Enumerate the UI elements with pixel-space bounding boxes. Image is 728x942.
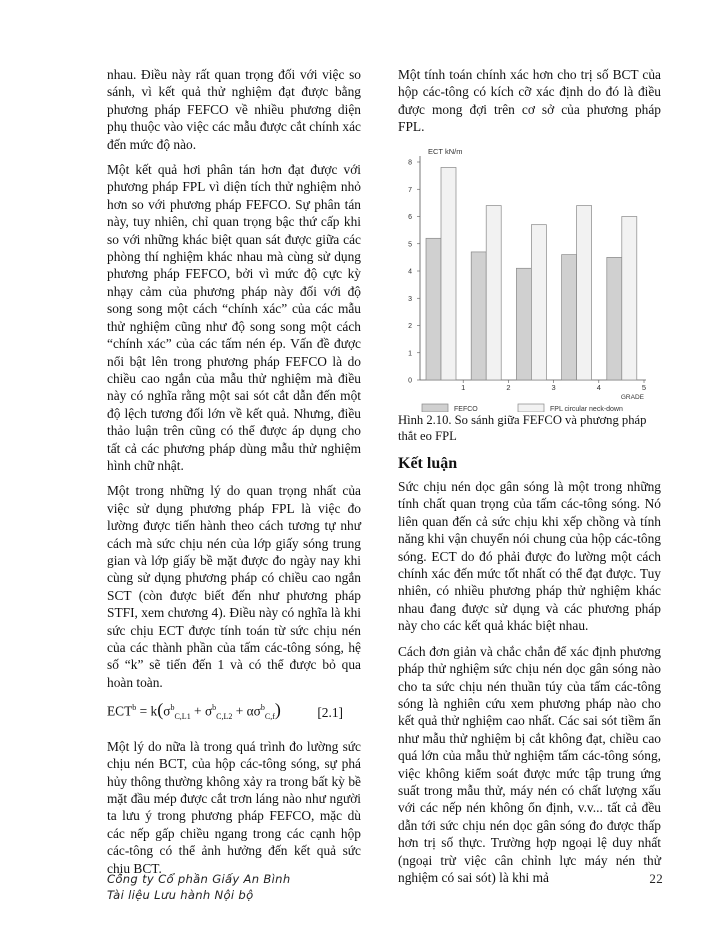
legend-swatch-fefco: [422, 404, 448, 412]
x-tick-label: 1: [461, 382, 466, 392]
y-tick-label: 4: [408, 268, 412, 276]
bar-fefco: [607, 257, 622, 380]
paragraph: Một kết quả hơi phân tán hơn đạt được với phương pháp FPL vì diện tích thử nghiệm nhỏ hơn so với phương pháp FEFCO. Sự phân tán này, tuy nhiên, chỉ quan trọng bậc thứ cấp khi so với những khác biệt quan sát được giữa các phòng thí nghiệm khác nhau mà cùng sử dụng phương pháp FEFCO, bởi vì mức độ cực kỳ nhạy cảm của phương pháp này đối với độ song song một cách “chính xác” của các mẫu thử nghiệm cũng như độ song song một cách “chính xác” của các tấm nén ép. Vấn đề được nổi bật lên trong phương pháp FEFCO là do chiều cao ngắn của mẫu thử nghiệm mà điều này có nghĩa rằng một sai sót cắt dẫn đến một độ lệch tương đối lớn về kết quả. Nhưng, điều thảo luận trên cũng có thể được áp dụng cho tất cả các phương pháp dùng mẫu thử nghiệm hình chữ nhật.: [107, 162, 361, 473]
formula-number: [2.1]: [317, 704, 343, 720]
x-tick-label: 4: [596, 382, 601, 392]
paragraph: nhau. Điều này rất quan trọng đối với việc so sánh, vì kết quả thử nghiệm đạt được bằng phương pháp FEFCO về nhiều phương diện phụ thuộc vào việc các mẫu được cắt chính xác đến mức độ nào.: [107, 67, 361, 152]
legend-label-fpl: FPL circular neck-down: [550, 405, 623, 412]
paragraph: Một trong những lý do quan trọng nhất của việc sử dụng phương pháp FPL là việc đo lường được tiến hành theo cách tương tự như cách mà sức chịu nén của lớp giấy sóng trung gian và lớp giấy bề mặt được đo ngày nay khi cùng sử dụng phương pháp có chiều cao ngắn SCT (còn được biết đến như phương pháp STFI, xem chương 4). Điều này có nghĩa là khi sức chịu ECT được tính toán từ sức chịu nén của các thành phần của tấm các-tông sóng, hệ số “k” sẽ tiến đến 1 và có thể được bỏ qua hoàn toàn.: [107, 483, 361, 690]
y-tick-label: 3: [408, 295, 412, 303]
y-tick-label: 0: [408, 377, 412, 385]
bar-fpl: [577, 205, 592, 379]
bar-fpl: [622, 216, 637, 380]
y-tick-label: 8: [408, 159, 412, 167]
x-axis-label: GRADE: [620, 393, 644, 401]
bar-fefco: [516, 268, 531, 380]
right-column: [398, 66, 661, 894]
paragraph: Một tính toán chính xác hơn cho trị số BCT của hộp các-tông có kích cỡ xác định do đó là điều được mong đợi trên cơ sở của phương pháp FPL.: [398, 67, 661, 135]
figure-caption: Hình 2.10. So sánh giữa FEFCO và phương pháp thắt eo FPL: [398, 412, 647, 444]
formula: [107, 699, 361, 726]
formula-expression: $ECT^b = k(\sigma^b_{C,L1} + \sigma^b_{C,L2} + \alpha\sigma^b_{C,f})$: [107, 699, 281, 722]
bar-fefco: [426, 238, 441, 380]
bar-fpl: [531, 224, 546, 379]
bar-fpl: [441, 167, 456, 380]
y-tick-label: 7: [408, 186, 412, 194]
bar-chart: [398, 144, 661, 412]
paragraph: Sức chịu nén dọc gân sóng là một trong những tính chất quan trọng của tấm các-tông sóng. Nó liên quan đến cả sức chịu khi xếp chồng và tính năng khi vận chuyển nói chung của hộp các-tông sóng. ECT do đó phải được đo lường một cách chính xác đến mức tốt nhất có thể đạt được. Tuy nhiên, có nhiều phương pháp thử nghiệm khác nhau đang được sử dụng và các phương pháp này cho các kết quả khác biệt nhau.: [398, 479, 661, 634]
paragraph: Cách đơn giản và chắc chắn để xác định phương pháp thử nghiệm sức chịu nén dọc gân sóng nào cho ta sức chịu nén thuần túy của tấm các-tông sóng là nghiên cứu xem phương pháp nào cho kết quả thử nghiệm cao nhất. Các sai sót tiềm ẩn như mẫu thử nghiệm bị cắt không đạt, chiều cao quá lớn của mẫu thử nghiệm tấm các-tông sóng, việc không kiểm soát được mức tập trung ứng suất trong mẫu thử, máy nén có chất lượng xấu với các nếp nén không ổn định, v.v... tất cả đều dẫn tới sức chịu nén dọc gân sóng đo được thấp hơn trị số thực. Trường hợp ngoại lệ duy nhất (ngoại trừ việc cân chỉnh lực máy nén thử nghiệm có sai sót) là khi mả: [398, 643, 661, 885]
paragraph: Một lý do nữa là trong quá trình đo lường sức chịu nén BCT, của hộp các-tông sóng, sự phá hủy thông thường không xảy ra trong bất kỳ bề mặt đầu mép được cắt trơn láng nào như người ta lưu ý trong phương pháp FEFCO, mặc dù các nếp gấp chiều ngang trong các cạnh hộp các-tông có thể ảnh hưởng đến kết quả sức chịu BCT.: [107, 738, 361, 876]
y-tick-label: 6: [408, 213, 412, 221]
section-heading: Kết luận: [398, 454, 458, 472]
footer-note: Tài liệu Lưu hành Nội bộ: [107, 888, 254, 902]
page-number: 22: [649, 871, 663, 886]
legend-label-fefco: FEFCO: [454, 405, 478, 412]
x-tick-label: 5: [641, 382, 647, 392]
footer-company: Công ty Cổ phần Giấy An Bình: [107, 872, 291, 886]
x-tick-label: 2: [506, 382, 511, 392]
left-column: [107, 66, 361, 885]
bar-fefco: [562, 254, 577, 379]
legend-swatch-fpl: [518, 404, 544, 412]
bar-fpl: [486, 205, 501, 379]
y-tick-label: 1: [408, 349, 412, 357]
page-footer: [107, 871, 663, 903]
y-axis-label: ECT kN/m: [428, 146, 463, 156]
bar-fefco: [471, 252, 486, 380]
x-tick-label: 3: [551, 382, 556, 392]
y-tick-label: 2: [408, 322, 412, 330]
figure: [398, 144, 661, 412]
y-tick-label: 5: [408, 240, 412, 248]
